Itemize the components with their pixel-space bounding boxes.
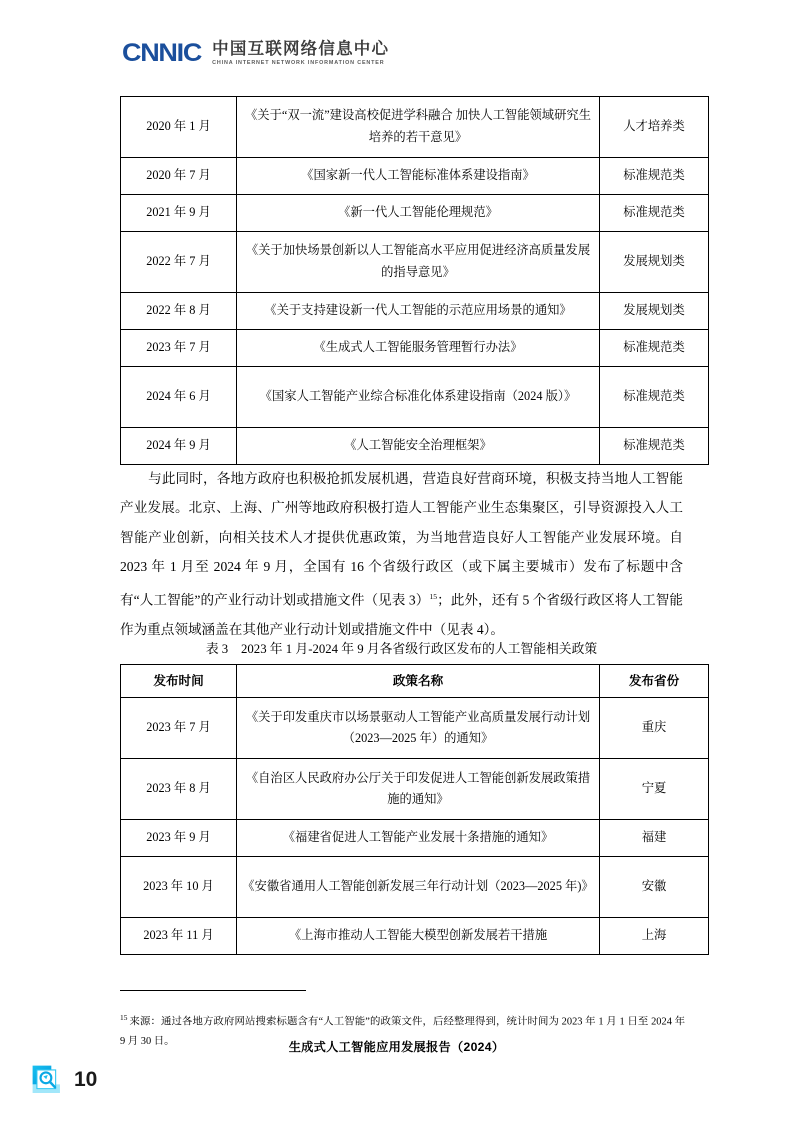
table-national-policies: [120, 96, 709, 465]
cell-date: 2022 年 7 月: [121, 232, 237, 293]
cell-province: 福建: [600, 820, 709, 857]
cnnic-logo: [122, 40, 389, 66]
page-number: 10: [74, 1067, 98, 1091]
cell-date: 2023 年 8 月: [121, 759, 237, 820]
cell-policy-type: 标准规范类: [600, 330, 709, 367]
page-footer-group: [29, 1062, 97, 1098]
cell-province: 重庆: [600, 698, 709, 759]
cell-policy-type: 发展规划类: [600, 232, 709, 293]
footnote-divider: [120, 990, 306, 991]
table-header-row: [121, 665, 709, 698]
cell-date: 2020 年 1 月: [121, 97, 237, 158]
table-row: [121, 428, 709, 465]
cell-policy-name: 《关于“双一流”建设高校促进学科融合 加快人工智能领域研究生培养的若干意见》: [237, 97, 600, 158]
cell-policy-type: 标准规范类: [600, 158, 709, 195]
cell-policy-type: 标准规范类: [600, 428, 709, 465]
logo-english-name: CHINA INTERNET NETWORK INFORMATION CENTER: [212, 59, 385, 66]
table-row: [121, 293, 709, 330]
paragraph-text-main: 与此同时，各地方政府也积极抢抓发展机遇，营造良好营商环境，积极支持当地人工智能产业发展。北京、上海、广州等地政府积极打造人工智能产业生态集聚区，引导资源投入人工智能产业创新，向相关技术人才提供优惠政策，为当地营造良好人工智能产业发展环境。自 2023 年 1 月至 2024 年 9 月，全国有 16 个省级行政区（或下属主要城市）发布了标题中含有“人工智能”的产业行动计划或措施文件（见表 3）: [120, 470, 683, 608]
cell-policy-type: 标准规范类: [600, 195, 709, 232]
table-row: [121, 918, 709, 955]
cell-policy-name: 《上海市推动人工智能大模型创新发展若干措施: [237, 918, 600, 955]
cell-policy-type: 发展规划类: [600, 293, 709, 330]
cell-policy-name: 《国家人工智能产业综合标准化体系建设指南（2024 版）》: [237, 367, 600, 428]
cell-policy-name: 《福建省促进人工智能产业发展十条措施的通知》: [237, 820, 600, 857]
footnote-marker: 15: [120, 1013, 128, 1023]
cell-policy-name: 《人工智能安全治理框架》: [237, 428, 600, 465]
cell-policy-name: 《关于印发重庆市以场景驱动人工智能产业高质量发展行动计划（2023—2025 年）的通知》: [237, 698, 600, 759]
table-row: [121, 195, 709, 232]
cell-date: 2021 年 9 月: [121, 195, 237, 232]
logo-text-block: [212, 40, 389, 66]
cell-date: 2022 年 8 月: [121, 293, 237, 330]
cell-date: 2020 年 7 月: [121, 158, 237, 195]
cell-policy-name: 《生成式人工智能服务管理暂行办法》: [237, 330, 600, 367]
table-provincial-head: [121, 665, 709, 698]
cell-policy-name: 《安徽省通用人工智能创新发展三年行动计划（2023—2025 年)》: [237, 857, 600, 918]
cell-province: 安徽: [600, 857, 709, 918]
table-row: [121, 97, 709, 158]
cell-date: 2024 年 6 月: [121, 367, 237, 428]
cell-policy-type: 标准规范类: [600, 367, 709, 428]
footer-report-title: 生成式人工智能应用发展报告（2024）: [288, 1040, 505, 1054]
cell-policy-name: 《国家新一代人工智能标准体系建设指南》: [237, 158, 600, 195]
footnote-body: 来源：通过各地方政府网站搜索标题含有“人工智能”的政策文件，后经整理得到，统计时间为 2023 年 1 月 1 日至 2024 年 9 月 30 日。: [120, 1016, 685, 1047]
table-provincial-body: [121, 698, 709, 955]
cell-date: 2024 年 9 月: [121, 428, 237, 465]
cell-date: 2023 年 11 月: [121, 918, 237, 955]
cell-province: 上海: [600, 918, 709, 955]
cell-policy-name: 《关于加快场景创新以人工智能高水平应用促进经济高质量发展的指导意见》: [237, 232, 600, 293]
table-row: [121, 158, 709, 195]
table-row: [121, 367, 709, 428]
cell-date: 2023 年 7 月: [121, 330, 237, 367]
footnote-reference: 15: [429, 591, 438, 601]
cell-date: 2023 年 10 月: [121, 857, 237, 918]
table-row: [121, 820, 709, 857]
cell-date: 2023 年 7 月: [121, 698, 237, 759]
body-paragraph: [120, 464, 683, 645]
cell-policy-name: 《关于支持建设新一代人工智能的示范应用场景的通知》: [237, 293, 600, 330]
cell-policy-type: 人才培养类: [600, 97, 709, 158]
header-release-province: 发布省份: [600, 665, 709, 698]
paragraph-text-tail: ；此外，还有 5 个省级行政区将人工智能作为重点领域涵盖在其他产业行动计划或措施文件中（见表 4）。: [120, 592, 683, 637]
table-provincial-policies: [120, 664, 709, 955]
logo-chinese-name: 中国互联网络信息中心: [212, 39, 390, 58]
table-national-policies-body: [121, 97, 709, 465]
table-row: [121, 232, 709, 293]
table-3-caption: 表 3 2023 年 1 月-2024 年 9 月各省级行政区发布的人工智能相关政策: [205, 642, 598, 656]
search-document-icon: [29, 1062, 65, 1098]
table-row: [121, 857, 709, 918]
header-policy-name: 政策名称: [237, 665, 600, 698]
table-row: [121, 698, 709, 759]
cnnic-wordmark-icon: CNNIC: [122, 38, 202, 67]
header-release-time: 发布时间: [121, 665, 237, 698]
cell-policy-name: 《自治区人民政府办公厅关于印发促进人工智能创新发展政策措施的通知》: [237, 759, 600, 820]
cell-province: 宁夏: [600, 759, 709, 820]
cell-date: 2023 年 9 月: [121, 820, 237, 857]
cell-policy-name: 《新一代人工智能伦理规范》: [237, 195, 600, 232]
table-row: [121, 330, 709, 367]
table-row: [121, 759, 709, 820]
